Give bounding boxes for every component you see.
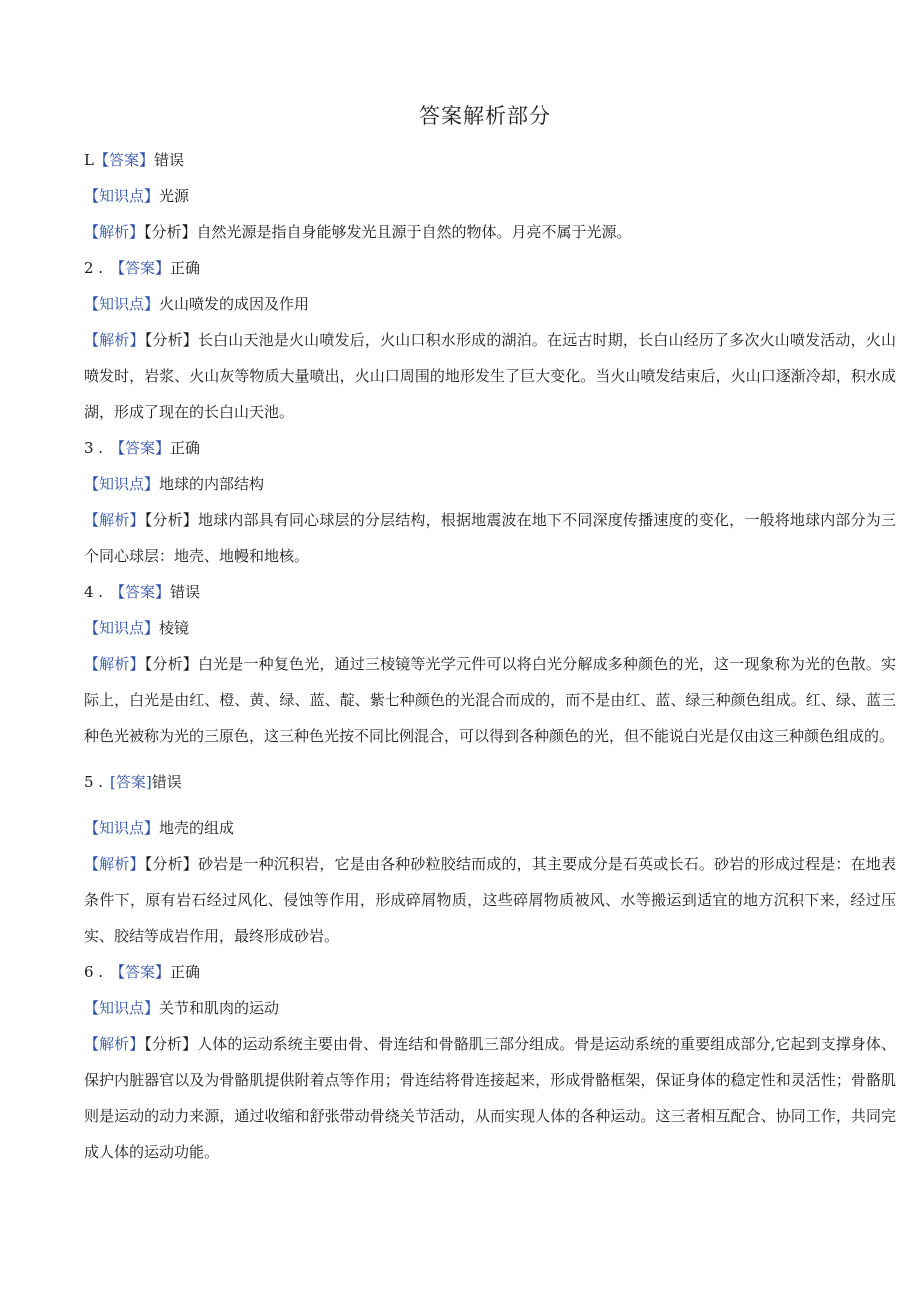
fenxi-tag: 【分析】 bbox=[144, 855, 198, 873]
answer-value: 正确 bbox=[170, 439, 201, 457]
knowledge-value: 关节和肌肉的运动 bbox=[159, 999, 280, 1017]
fenxi-tag: 【分析】 bbox=[144, 331, 198, 349]
knowledge-line bbox=[84, 810, 896, 846]
knowledge-value: 棱镜 bbox=[159, 619, 190, 637]
knowledge-value: 火山喷发的成因及作用 bbox=[159, 295, 310, 313]
item-number: 3 . bbox=[84, 439, 104, 457]
analysis-paragraph bbox=[84, 846, 896, 954]
answer-tag: 【答案】 bbox=[110, 439, 171, 457]
analysis-text: 地球内部具有同心球层的分层结构，根据地震波在地下不同深度传播速度的变化，一般将地球内部分为三个同心球层：地壳、地幔和地核。 bbox=[84, 511, 896, 565]
answer-line bbox=[84, 574, 896, 610]
answer-line bbox=[84, 430, 896, 466]
analysis-paragraph bbox=[84, 1026, 896, 1170]
knowledge-value: 地球的内部结构 bbox=[159, 475, 265, 493]
answer-value: 错误 bbox=[153, 151, 184, 169]
answer-value: 错误 bbox=[151, 773, 182, 791]
knowledge-line bbox=[84, 178, 896, 214]
answer-tag: [答案] bbox=[110, 773, 152, 791]
analysis-tag: 【解析】 bbox=[84, 223, 145, 241]
answer-value: 错误 bbox=[170, 583, 201, 601]
answer-line bbox=[84, 250, 896, 286]
analysis-tag: 【解析】 bbox=[84, 655, 145, 673]
item-number: 6 . bbox=[84, 963, 104, 981]
fenxi-tag: 【分析】 bbox=[144, 511, 198, 529]
knowledge-line bbox=[84, 610, 896, 646]
answer-tag: 【答案】 bbox=[93, 151, 154, 169]
item-number: 4 . bbox=[84, 583, 104, 601]
analysis-text: 自然光源是指自身能够发光且源于自然的物体。月亮不属于光源。 bbox=[196, 223, 632, 241]
knowledge-value: 光源 bbox=[159, 187, 190, 205]
answer-value: 正确 bbox=[170, 259, 201, 277]
analysis-tag: 【解析】 bbox=[84, 331, 145, 349]
knowledge-tag: 【知识点】 bbox=[84, 999, 160, 1017]
answer-tag: 【答案】 bbox=[110, 963, 171, 981]
item-number: 5 . bbox=[84, 773, 104, 791]
answer-tag: 【答案】 bbox=[110, 583, 171, 601]
analysis-text: 长白山天池是火山喷发后，火山口积水形成的湖泊。在远古时期，长白山经历了多次火山喷发活动，火山喷发时，岩浆、火山灰等物质大量喷出，火山口周围的地形发生了巨大变化。当火山喷发结束后，火山口逐渐冷却，积水成湖，形成了现在的长白山天池。 bbox=[84, 331, 896, 421]
answer-line bbox=[84, 954, 896, 990]
analysis-tag: 【解析】 bbox=[84, 1035, 145, 1053]
knowledge-value: 地壳的组成 bbox=[159, 819, 235, 837]
analysis-paragraph bbox=[84, 646, 896, 754]
fenxi-tag: 【分析】 bbox=[144, 655, 198, 673]
analysis-paragraph bbox=[84, 322, 896, 430]
answer-tag: 【答案】 bbox=[110, 259, 171, 277]
answer-list bbox=[84, 142, 896, 1170]
knowledge-tag: 【知识点】 bbox=[84, 187, 160, 205]
analysis-text: 砂岩是一种沉积岩，它是由各种砂粒胶结而成的，其主要成分是石英或长石。砂岩的形成过程是：在地表条件下，原有岩石经过风化、侵蚀等作用，形成碎屑物质，这些碎屑物质被风、水等搬运到适宜的地方沉积下来，经过压实、胶结等成岩作用，最终形成砂岩。 bbox=[84, 855, 896, 945]
knowledge-tag: 【知识点】 bbox=[84, 619, 160, 637]
knowledge-tag: 【知识点】 bbox=[84, 819, 160, 837]
fenxi-tag: 【分析】 bbox=[144, 1035, 198, 1053]
knowledge-tag: 【知识点】 bbox=[84, 475, 160, 493]
spacer bbox=[84, 754, 896, 764]
fenxi-tag: 【分析】 bbox=[144, 223, 197, 241]
analysis-tag: 【解析】 bbox=[84, 511, 145, 529]
page-title: 答案解析部分 bbox=[419, 104, 551, 128]
analysis-paragraph bbox=[84, 502, 896, 574]
knowledge-line bbox=[84, 990, 896, 1026]
analysis-text: 人体的运动系统主要由骨、骨连结和骨骼肌三部分组成。骨是运动系统的重要组成部分,它起到支撑身体、保护内脏器官以及为骨骼肌提供附着点等作用；骨连结将骨连接起来，形成骨骼框架，保证身体的稳定性和灵活性；骨骼肌则是运动的动力来源，通过收缩和舒张带动骨绕关节活动，从而实现人体的各种运动。这三者相互配合、协同工作，共同完成人体的运动功能。 bbox=[84, 1035, 896, 1161]
knowledge-line bbox=[84, 466, 896, 502]
item-number: 2 . bbox=[84, 259, 104, 277]
analysis-tag: 【解析】 bbox=[84, 855, 145, 873]
answer-line bbox=[84, 142, 896, 178]
answer-value: 正确 bbox=[170, 963, 201, 981]
spacer bbox=[84, 800, 896, 810]
analysis-paragraph bbox=[84, 214, 896, 250]
answer-line bbox=[84, 764, 896, 800]
analysis-text: 白光是一种复色光，通过三棱镜等光学元件可以将白光分解成多种颜色的光，这一现象称为光的色散。实际上，白光是由红、橙、黄、绿、蓝、靛、紫七种颜色的光混合而成的，而不是由红、蓝、绿三种颜色组成。红、绿、蓝三种色光被称为光的三原色，这三种色光按不同比例混合，可以得到各种颜色的光，但不能说白光是仅由这三种颜色组成的。 bbox=[84, 655, 896, 745]
item-number: L bbox=[84, 151, 94, 169]
knowledge-tag: 【知识点】 bbox=[84, 295, 160, 313]
knowledge-line bbox=[84, 286, 896, 322]
